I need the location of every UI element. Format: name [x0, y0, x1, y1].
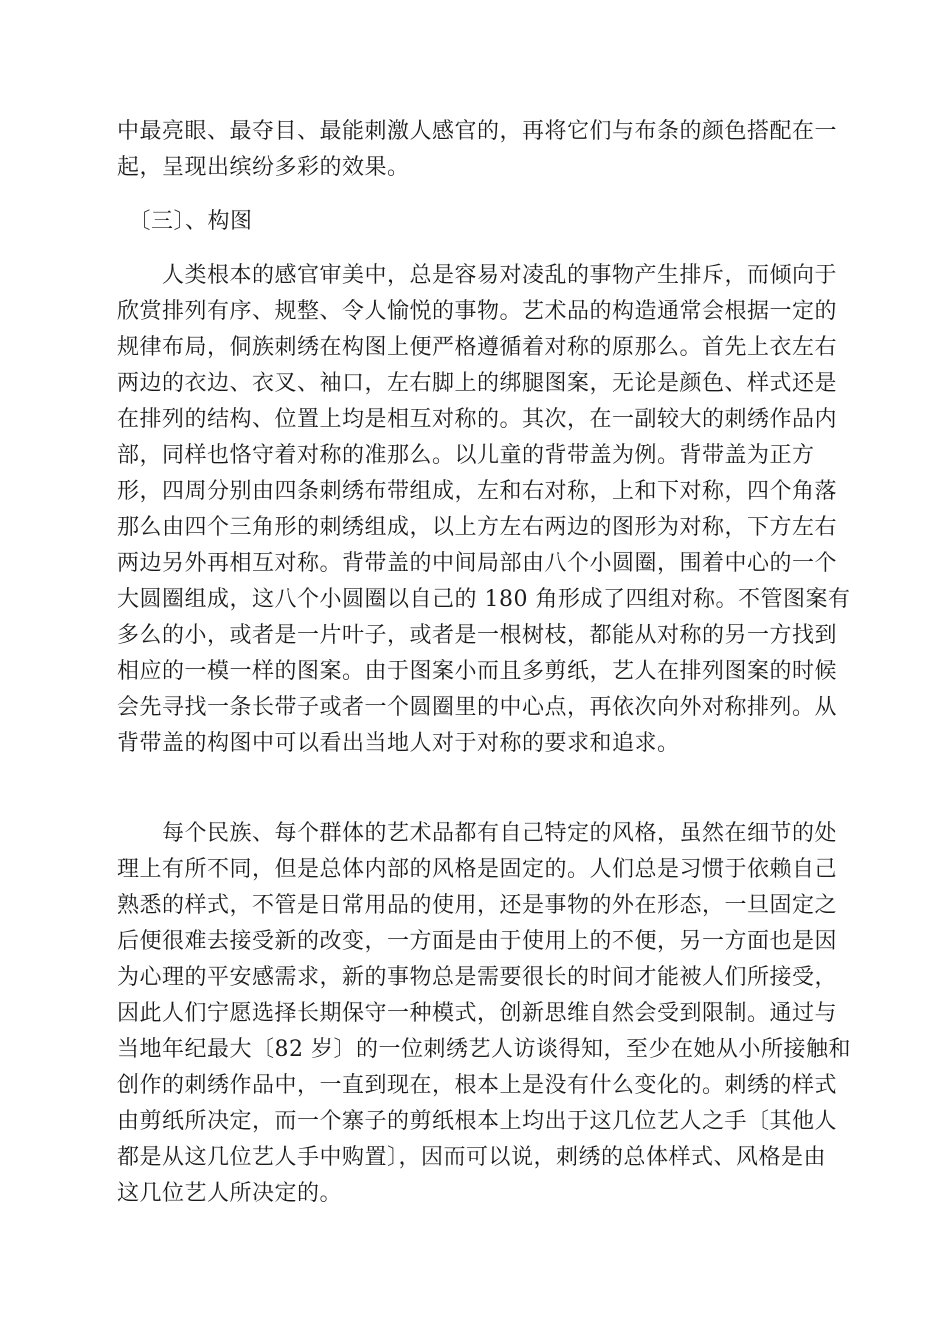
intro-paragraph	[117, 114, 837, 186]
text-line: 因此人们宁愿选择长期保守一种模式，创新思维自然会受到限制。通过与	[117, 1001, 838, 1026]
text-line: 欣赏排列有序、规整、令人愉悦的事物。艺术品的构造通常会根据一定的	[117, 299, 838, 324]
text-line: 中最亮眼、最夺目、最能刺激人感官的，再将它们与布条的颜色搭配在一	[117, 119, 838, 144]
text-line: 背带盖的构图中可以看出当地人对于对称的要求和追求。	[117, 731, 680, 756]
text-line: 人类根本的感官审美中，总是容易对凌乱的事物产生排斥，而倾向于	[117, 263, 838, 288]
text-line: 两边的衣边、衣叉、袖口，左右脚上的绑腿图案，无论是颜色、样式还是	[117, 371, 838, 396]
text-line: 创作的刺绣作品中，一直到现在，根本上是没有什么变化的。刺绣的样式	[117, 1073, 838, 1098]
composition-paragraph	[117, 258, 851, 762]
text-line: 起，呈现出缤纷多彩的效果。	[117, 155, 410, 180]
text-line: 会先寻找一条长带子或者一个圆圈里的中心点，再依次向外对称排列。从	[117, 695, 838, 720]
section-heading	[117, 204, 837, 240]
text-line: 部，同样也恪守着对称的准那么。以儿童的背带盖为例。背带盖为正方	[117, 443, 815, 468]
text-line: 理上有所不同，但是总体内部的风格是固定的。人们总是习惯于依赖自己	[117, 857, 838, 882]
section-heading-text: 〔三〕、构图	[117, 209, 253, 234]
text-line: 每个民族、每个群体的艺术品都有自己特定的风格，虽然在细节的处	[117, 821, 838, 846]
text-line: 都是从这几位艺人手中购置〕，因而可以说，刺绣的总体样式、风格是由	[117, 1145, 827, 1170]
text-line: 相应的一模一样的图案。由于图案小而且多剪纸，艺人在排列图案的时候	[117, 659, 838, 684]
text-line: 那么由四个三角形的刺绣组成，以上方左右两边的图形为对称，下方左右	[117, 515, 838, 540]
text-line: 大圆圈组成，这八个小圆圈以自己的 180 角形成了四组对称。不管图案有	[117, 587, 851, 612]
style-paragraph	[117, 816, 851, 1212]
text-line: 形，四周分别由四条刺绣布带组成，左和右对称，上和下对称，四个角落	[117, 479, 838, 504]
text-line: 后便很难去接受新的改变，一方面是由于使用上的不便，另一方面也是因	[117, 929, 838, 954]
text-line: 为心理的平安感需求，新的事物总是需要很长的时间才能被人们所接受，	[117, 965, 838, 990]
text-line: 在排列的结构、位置上均是相互对称的。其次，在一副较大的刺绣作品内	[117, 407, 838, 432]
text-line: 当地年纪最大〔82 岁〕的一位刺绣艺人访谈得知，至少在她从小所接触和	[117, 1037, 851, 1062]
text-line: 这几位艺人所决定的。	[117, 1181, 343, 1206]
text-line: 多么的小，或者是一片叶子，或者是一根树枝，都能从对称的另一方找到	[117, 623, 838, 648]
text-line: 由剪纸所决定，而一个寨子的剪纸根本上均出于这几位艺人之手〔其他人	[117, 1109, 838, 1134]
text-line: 熟悉的样式，不管是日常用品的使用，还是事物的外在形态，一旦固定之	[117, 893, 838, 918]
text-line: 规律布局，侗族刺绣在构图上便严格遵循着对称的原那么。首先上衣左右	[117, 335, 838, 360]
text-line: 两边另外再相互对称。背带盖的中间局部由八个小圆圈，围着中心的一个	[117, 551, 838, 576]
